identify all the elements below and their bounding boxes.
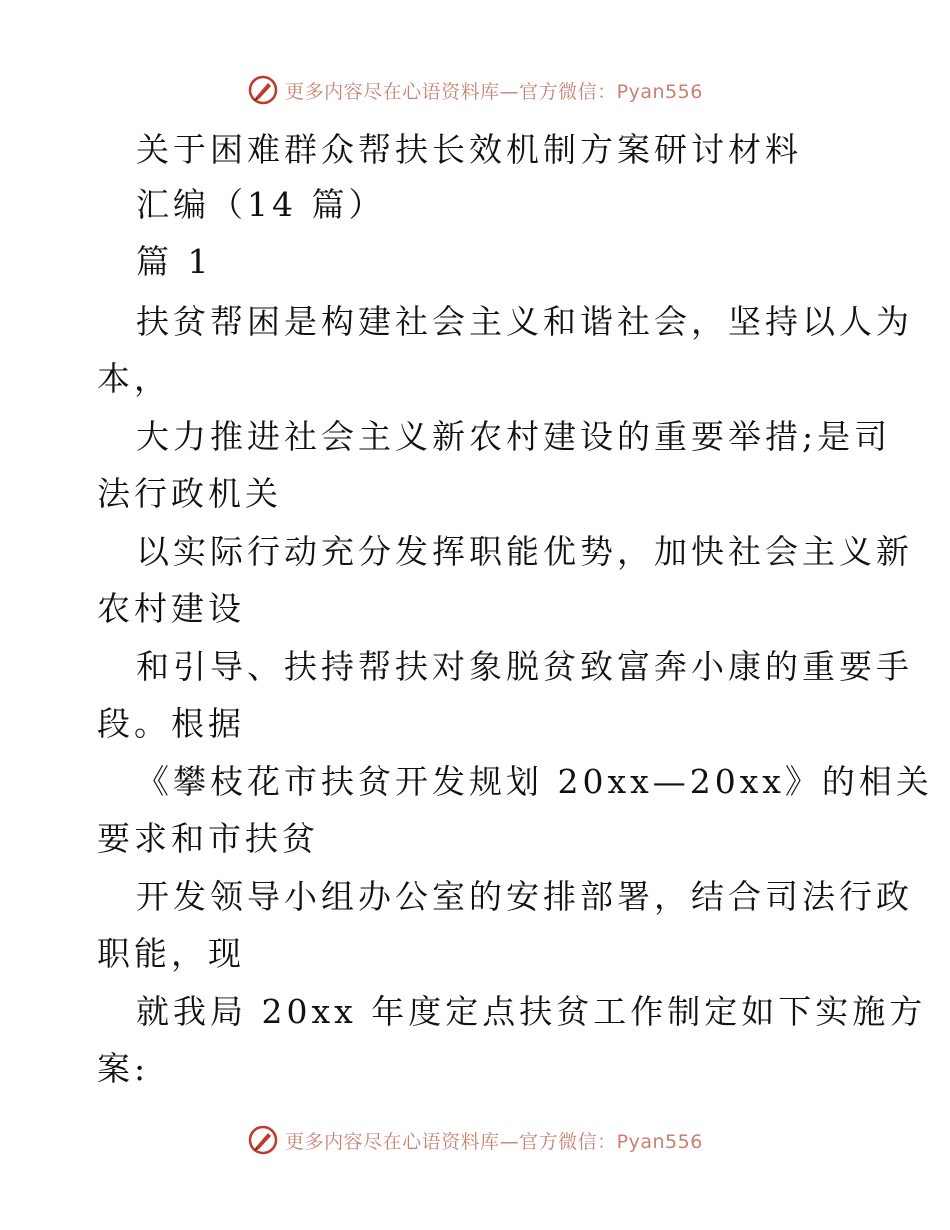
watermark-text: 更多内容尽在心语资料库—官方微信：Pyan556	[285, 80, 703, 103]
watermark-text: 更多内容尽在心语资料库—官方微信：Pyan556	[285, 1130, 703, 1153]
document-title-line-2: 汇编（14 篇）	[136, 185, 386, 224]
paragraph-line: 农村建设	[97, 589, 245, 628]
paragraph-line: 开发领导小组办公室的安排部署，结合司法行政	[136, 877, 913, 916]
paragraph-line: 《攀枝花市扶贫开发规划 20xx—20xx》的相关	[136, 762, 933, 801]
paragraph-line: 要求和市扶贫	[97, 819, 319, 858]
pen-logo-icon	[247, 74, 279, 106]
paragraph-line: 案:	[97, 1049, 150, 1088]
paragraph-line: 法行政机关	[97, 474, 282, 513]
footer-watermark	[0, 1120, 950, 1160]
paragraph-line: 大力推进社会主义新农村建设的重要举措;是司	[136, 417, 892, 456]
paragraph-line: 职能，现	[97, 934, 245, 973]
paragraph-line: 本，	[97, 359, 171, 398]
paragraph-line: 段。根据	[97, 704, 245, 743]
paragraph-line: 就我局 20xx 年度定点扶贫工作制定如下实施方	[136, 992, 927, 1031]
document-title-line-1: 关于困难群众帮扶长效机制方案研讨材料	[136, 130, 802, 169]
paragraph-line: 扶贫帮困是构建社会主义和谐社会，坚持以人为	[136, 302, 913, 341]
pen-logo-icon	[247, 1124, 279, 1156]
header-watermark	[0, 70, 950, 110]
paragraph-line: 以实际行动充分发挥职能优势，加快社会主义新	[136, 532, 913, 571]
section-heading: 篇 1	[136, 242, 213, 281]
paragraph-line: 和引导、扶持帮扶对象脱贫致富奔小康的重要手	[136, 647, 913, 686]
